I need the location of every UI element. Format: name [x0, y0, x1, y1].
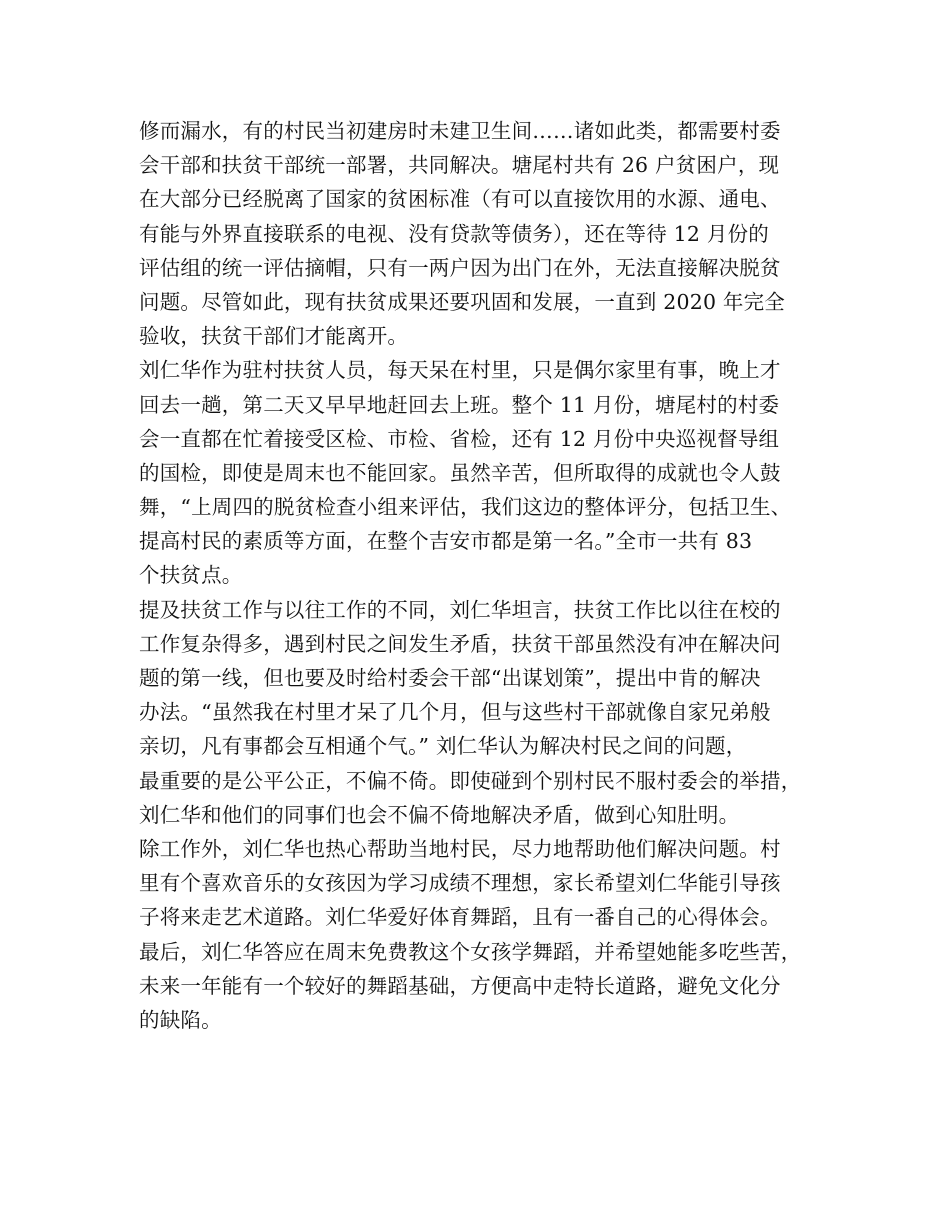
text-line: 的国检，即使是周末也不能回家。虽然辛苦，但所取得的成就也令人鼓: [139, 460, 781, 485]
text-line: 提高村民的素质等方面，在整个吉安市都是第一名。”全市一共有 83: [139, 529, 753, 554]
paragraph-4: [139, 832, 819, 1037]
text-line: 提及扶贫工作与以往工作的不同，刘仁华坦言，扶贫工作比以往在校的: [139, 597, 781, 622]
text-line: 刘仁华和他们的同事们也会不偏不倚地解决矛盾，做到心知肚明。: [139, 802, 740, 827]
text-line: 亲切，凡有事都会互相通个气。” 刘仁华认为解决村民之间的问题，: [139, 734, 747, 759]
text-line: 题的第一线，但也要及时给村委会干部“出谋划策”，提出中肯的解决: [139, 666, 761, 690]
text-line: 修而漏水，有的村民当初建房时未建卫生间……诸如此类，都需要村委: [139, 119, 781, 143]
text-line: 子将来走艺术道路。刘仁华爱好体育舞蹈，且有一番自己的心得体会。: [139, 905, 781, 930]
text-line: 评估组的统一评估摘帽，只有一两户因为出门在外，无法直接解决脱贫: [139, 255, 781, 280]
text-line: 会干部和扶贫干部统一部署，共同解决。塘尾村共有 26 户贫困户，现: [139, 153, 780, 178]
text-line: 工作复杂得多，遇到村民之间发生矛盾，扶贫干部虽然没有冲在解决问: [139, 631, 781, 656]
text-line: 未来一年能有一个较好的舞蹈基础，方便高中走特长道路，避免文化分: [139, 973, 781, 998]
text-line: 里有个喜欢音乐的女孩因为学习成绩不理想，家长希望刘仁华能引导孩: [139, 871, 781, 896]
text-line: 回去一趟，第二天又早早地赶回去上班。整个 11 月份，塘尾村的村委: [139, 392, 780, 417]
text-line: 个扶贫点。: [139, 563, 243, 588]
text-line: 刘仁华作为驻村扶贫人员，每天呆在村里，只是偶尔家里有事，晚上才: [139, 358, 781, 383]
text-line: 最后，刘仁华答应在周末免费教这个女孩学舞蹈，并希望她能多吃些苦，: [139, 939, 802, 964]
paragraph-1: [139, 114, 819, 353]
text-line: 办法。“虽然我在村里才呆了几个月，但与这些村干部就像自家兄弟般: [139, 700, 771, 725]
text-line: 在大部分已经脱离了国家的贫困标准（有可以直接饮用的水源、通电、: [139, 187, 781, 212]
text-line: 会一直都在忙着接受区检、市检、省检，还有 12 月份中央巡视督导组: [139, 426, 780, 451]
text-line: 除工作外，刘仁华也热心帮助当地村民，尽力地帮助他们解决问题。村: [139, 836, 781, 861]
text-line: 有能与外界直接联系的电视、没有贷款等债务），还在等待 12 月份的: [139, 221, 769, 246]
article-body: [139, 114, 819, 1037]
text-line: 的缺陷。: [139, 1007, 222, 1032]
paragraph-3: [139, 593, 819, 832]
text-line: 问题。尽管如此，现有扶贫成果还要巩固和发展，一直到 2020 年完全: [139, 289, 786, 314]
text-line: 最重要的是公平公正，不偏不倚。即使碰到个别村民不服村委会的举措，: [139, 768, 802, 793]
text-line: 验收，扶贫干部们才能离开。: [139, 324, 409, 349]
paragraph-2: [139, 353, 819, 592]
text-line: 舞，“上周四的脱贫检查小组来评估，我们这边的整体评分，包括卫生、: [139, 495, 792, 520]
